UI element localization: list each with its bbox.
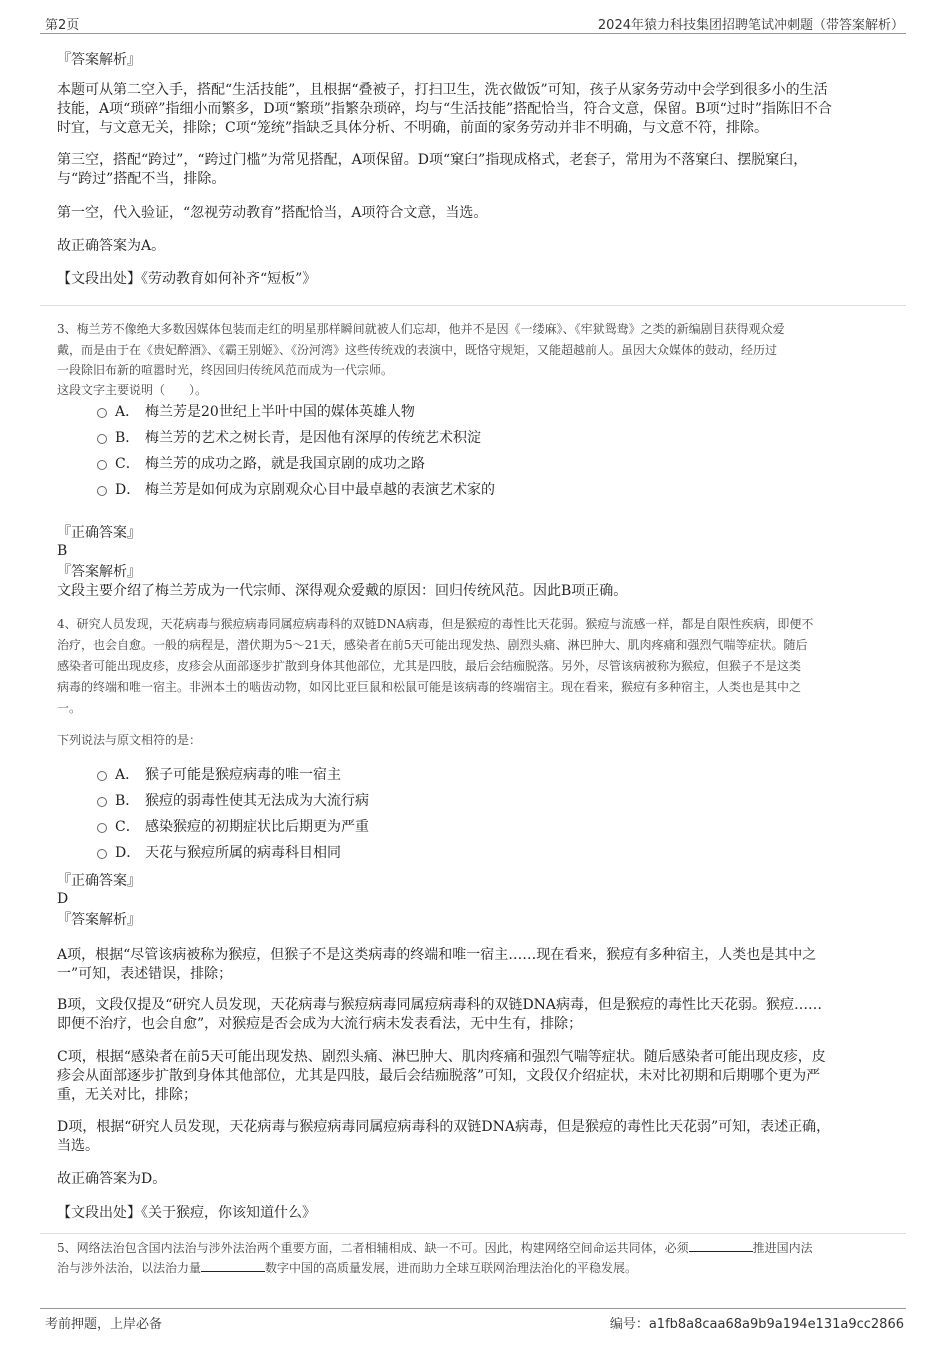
- section-divider: [40, 305, 906, 306]
- question-text: 一。: [57, 701, 82, 715]
- analysis-text: B项，文段仅提及“研究人员发现，天花病毒与猴痘病毒同属痘病毒科的双链DNA病毒，但是猴痘的毒性比天花弱。猴痘……: [57, 997, 823, 1013]
- radio-icon[interactable]: [97, 849, 107, 859]
- question-text: 治疗，也会自愈。一般的病程是，潜伏期为5～21天，感染者在前5天可能出现发热、剧烈头痛、淋巴肿大、肌肉疼痛和强烈气喘等症状。随后: [57, 638, 808, 652]
- radio-icon[interactable]: [97, 460, 107, 470]
- option-d[interactable]: D． 天花与猴痘所属的病毒科目相同: [97, 843, 341, 863]
- analysis-text: 一”可知，表述错误，排除；: [57, 966, 233, 982]
- radio-icon[interactable]: [97, 408, 107, 418]
- option-c[interactable]: C． 梅兰芳的成功之路，就是我国京剧的成功之路: [97, 454, 425, 474]
- question-text: 4、研究人员发现，天花病毒与猴痘病毒同属痘病毒科的双链DNA病毒，但是猴痘的毒性比天花弱。猴痘与流感一样，都是自限性疾病，即便不: [57, 617, 814, 631]
- correct-answer: D: [57, 891, 69, 907]
- option-b[interactable]: B． 猴痘的弱毒性使其无法成为大流行病: [97, 791, 369, 811]
- document-title: 2024年猿力科技集团招聘笔试冲刺题（带答案解析）: [597, 18, 904, 33]
- question-text: 3、梅兰芳不像绝大多数因媒体包装而走红的明星那样瞬间就被人们忘却，他并不是因《一缕麻》、《牢狱鸳鸯》之类的新编剧目获得观众爱: [57, 322, 785, 336]
- radio-icon[interactable]: [97, 771, 107, 781]
- analysis-text: 第一空，代入验证，“忽视劳动教育”搭配恰当，A项符合文意，当选。: [57, 205, 488, 221]
- analysis-text: 技能，A项“琐碎”指细小而繁多，D项“繁琐”指繁杂琐碎，均与“生活技能”搭配恰当，符合文意，保留。B项“过时”指陈旧不合: [57, 101, 832, 117]
- question-text: 一段除旧布新的喧嚣时光，终因回归传统风范而成为一代宗师。: [57, 363, 394, 377]
- option-b[interactable]: B． 梅兰芳的艺术之树长青，是因他有深厚的传统艺术积淀: [97, 428, 481, 448]
- analysis-text: 文段主要介绍了梅兰芳成为一代宗师、深得观众爱戴的原因：回归传统风范。因此B项正确。: [57, 583, 628, 599]
- radio-icon[interactable]: [97, 434, 107, 444]
- analysis-text: 第三空，搭配“跨过”，“跨过门槛”为常见搭配，A项保留。D项“窠臼”指现成格式，老套子，常用为不落窠臼、摆脱窠臼，: [57, 152, 808, 168]
- question-text: 病毒的终端和唯一宿主。非洲本土的啮齿动物，如冈比亚巨鼠和松鼠可能是该病毒的终端宿主。现在看来，猴痘有多种宿主，人类也是其中之: [57, 680, 802, 694]
- analysis-text: D项，根据“研究人员发现，天花病毒与猴痘病毒同属痘病毒科的双链DNA病毒，但是猴痘的毒性比天花弱”可知，表述正确，: [57, 1119, 831, 1135]
- document-id: 编号：a1fb8a8caa68a9b9a194e131a9cc2866: [609, 1317, 904, 1332]
- analysis-label: 『答案解析』: [57, 52, 141, 68]
- option-a[interactable]: A． 梅兰芳是20世纪上半叶中国的媒体英雄人物: [97, 402, 415, 422]
- option-a[interactable]: A． 猴子可能是猴痘病毒的唯一宿主: [97, 765, 341, 785]
- question-prompt: 这段文字主要说明（ ）。: [57, 383, 208, 397]
- final-answer: 故正确答案为D。: [57, 1171, 167, 1187]
- header-rule: [40, 33, 906, 34]
- page-number: 第2页: [45, 18, 80, 33]
- option-c[interactable]: C． 感染猴痘的初期症状比后期更为严重: [97, 817, 369, 837]
- analysis-text: 当选。: [57, 1138, 99, 1154]
- analysis-text: C项，根据“感染者在前5天可能出现发热、剧烈头痛、淋巴肿大、肌肉疼痛和强烈气喘等症状。随后感染者可能出现皮疹，皮: [57, 1049, 826, 1065]
- radio-icon[interactable]: [97, 823, 107, 833]
- answer-blank: [201, 1259, 265, 1272]
- question-text: 感染者可能出现皮疹，皮疹会从面部逐步扩散到身体其他部位，尤其是四肢，最后会结痂脱落。另外，尽管该病被称为猴痘，但猴子不是这类: [57, 659, 802, 673]
- section-divider: [40, 1233, 906, 1234]
- footer-rule: [40, 1308, 906, 1309]
- analysis-text: A项，根据“尽管该病被称为猴痘，但猴子不是这类病毒的终端和唯一宿主……现在看来，猴痘有多种宿主，人类也是其中之: [57, 947, 817, 963]
- analysis-text: 即便不治疗，也会自愈”，对猴痘是否会成为大流行病未发表看法，无中生有，排除；: [57, 1016, 583, 1032]
- correct-answer: B: [57, 543, 68, 559]
- correct-answer-label: 『正确答案』: [57, 873, 141, 889]
- footer-slogan: 考前押题，上岸必备: [45, 1317, 163, 1332]
- analysis-text: 重，无关对比，排除；: [57, 1087, 197, 1103]
- source-citation: 【文段出处】《劳动教育如何补齐“短板”》: [57, 271, 317, 287]
- radio-icon[interactable]: [97, 797, 107, 807]
- analysis-label: 『答案解析』: [57, 564, 141, 580]
- analysis-text: 时宜，与文意无关，排除；C项“笼统”指缺乏具体分析、不明确，前面的家务劳动并非不明确，与文意不符，排除。: [57, 120, 769, 136]
- answer-blank: [689, 1239, 753, 1252]
- option-d[interactable]: D． 梅兰芳是如何成为京剧观众心目中最卓越的表演艺术家的: [97, 480, 495, 500]
- question-prompt: 下列说法与原文相符的是：: [57, 733, 202, 747]
- source-citation: 【文段出处】《关于猴痘，你该知道什么》: [57, 1205, 316, 1221]
- final-answer: 故正确答案为A。: [57, 238, 166, 254]
- analysis-text: 疹会从面部逐步扩散到身体其他部位，尤其是四肢，最后会结痂脱落”可知，文段仅介绍症状，未对比初期和后期哪个更为严: [57, 1068, 821, 1084]
- analysis-label: 『答案解析』: [57, 912, 141, 928]
- question-text: 治与涉外法治，以法治力量 数字中国的高质量发展，进而助力全球互联网治理法治化的平稳发展。: [57, 1261, 638, 1275]
- radio-icon[interactable]: [97, 486, 107, 496]
- analysis-text: 与“跨过”搭配不当，排除。: [57, 171, 226, 187]
- question-text: 戴，而是由于在《贵妃醉酒》、《霸王别姬》、《汾河湾》这些传统戏的表演中，既恪守规矩，又能超越前人。虽因大众媒体的鼓动，经历过: [57, 343, 778, 357]
- question-text: 5、网络法治包含国内法治与涉外法治两个重要方面，二者相辅相成、缺一不可。因此，构建网络空间命运共同体，必须 推进国内法: [57, 1241, 813, 1255]
- analysis-text: 本题可从第二空入手，搭配“生活技能”，且根据“叠被子，打扫卫生，洗衣做饭”可知，孩子从家务劳动中会学到很多小的生活: [57, 82, 828, 98]
- correct-answer-label: 『正确答案』: [57, 525, 141, 541]
